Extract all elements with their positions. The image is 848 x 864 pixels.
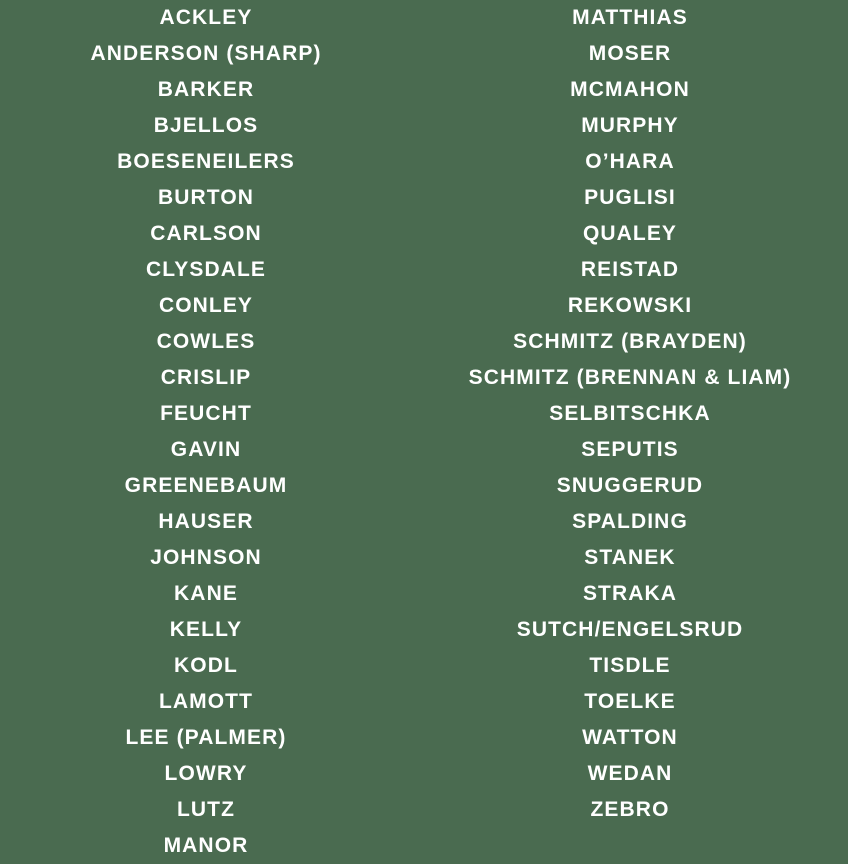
list-item: WATTON [582,726,678,749]
list-item: SELBITSCHKA [549,402,711,425]
list-item: GREENEBAUM [124,474,288,497]
list-item: LAMOTT [158,690,254,713]
list-item: SNUGGERUD [556,474,704,497]
list-item: MATTHIAS [572,6,688,29]
list-item: MURPHY [581,114,679,137]
list-item: REISTAD [580,258,680,281]
list-item: ANDERSON (SHARP) [90,42,322,65]
list-item: TOELKE [584,690,676,713]
list-item: KELLY [169,618,243,641]
list-item: CLYSDALE [145,258,267,281]
list-item: LEE (PALMER) [125,726,287,749]
list-item: PUGLISI [584,186,676,209]
list-item: KODL [174,654,238,677]
right-column [412,0,848,828]
list-item: ZEBRO [590,798,670,821]
list-item: MCMAHON [570,78,690,101]
list-item: SPALDING [572,510,688,533]
list-item: WEDAN [587,762,673,785]
list-item: COWLES [156,330,256,353]
list-item: CRISLIP [160,366,252,389]
list-item: HAUSER [158,510,254,533]
list-item: BURTON [157,186,255,209]
list-item: LOWRY [164,762,248,785]
list-item: CARLSON [150,222,262,245]
list-item: STANEK [584,546,676,569]
list-item: KANE [174,582,238,605]
list-item: SCHMITZ (BRAYDEN) [513,330,747,353]
list-item: QUALEY [582,222,678,245]
list-item: TISDLE [589,654,671,677]
list-item: MOSER [588,42,672,65]
left-column [0,0,412,864]
list-item: STRAKA [582,582,678,605]
list-item: BARKER [157,78,255,101]
list-item: BJELLOS [153,114,259,137]
list-item: SUTCH/ENGELSRUD [516,618,744,641]
list-item: ACKLEY [159,6,253,29]
list-item: CONLEY [158,294,254,317]
list-item: GAVIN [170,438,242,461]
list-item: REKOWSKI [567,294,693,317]
list-item: MANOR [163,834,249,857]
list-item: SCHMITZ (BRENNAN & LIAM) [468,366,792,389]
list-item: JOHNSON [150,546,262,569]
list-item: SEPUTIS [581,438,679,461]
list-item: O’HARA [585,150,675,173]
list-item: LUTZ [176,798,236,821]
list-item: FEUCHT [160,402,252,425]
list-item: BOESENEILERS [117,150,295,173]
